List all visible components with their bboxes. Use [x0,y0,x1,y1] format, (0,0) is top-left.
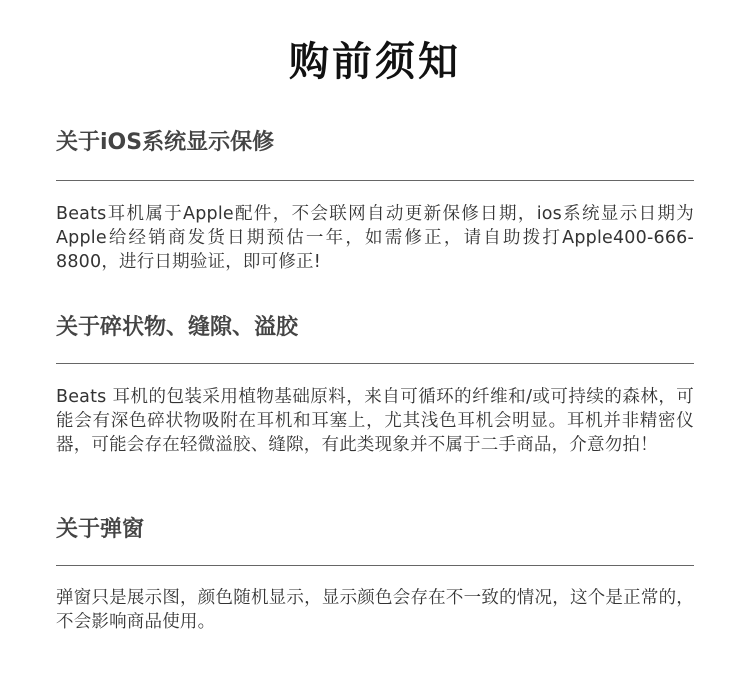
section-popup [56,515,694,634]
section-divider [56,180,694,181]
section-heading: 关于弹窗 [56,517,145,542]
section-divider [56,565,694,566]
page-title: 购前须知 [289,39,461,85]
section-body: 弹窗只是展示图，颜色随机显示，显示颜色会存在不一致的情况，这个是正常的，不会影响商品使用。 [56,588,694,632]
section-debris-gaps-glue [56,313,694,457]
section-body: Beats 耳机的包装采用植物基础原料，来自可循环的纤维和/或可持续的森林，可能会有深色碎状物吸附在耳机和耳塞上，尤其浅色耳机会明显。耳机并非精密仪器，可能会存在轻微溢胶、缝隙，有此类现象并不属于二手商品，介意勿拍！ [56,387,694,455]
section-heading: 关于碎状物、缝隙、溢胶 [56,315,299,340]
section-ios-warranty [56,128,694,274]
section-heading: 关于iOS系统显示保修 [56,130,275,155]
section-divider [56,363,694,364]
section-body: Beats耳机属于Apple配件，不会联网自动更新保修日期，ios系统显示日期为Apple给经销商发货日期预估一年，如需修正，请自助拨打Apple400-666-8800，进行日期验证，即可修正! [56,204,694,272]
